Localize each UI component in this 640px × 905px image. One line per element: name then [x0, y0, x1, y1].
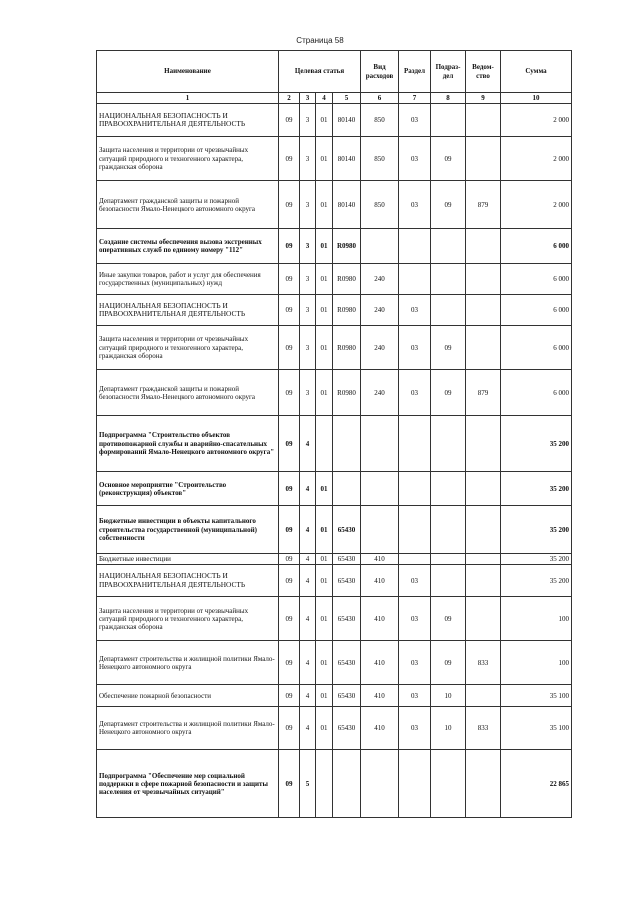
- department-cell: [466, 565, 501, 597]
- subsection-cell: 09: [431, 370, 466, 416]
- target-code-cell: 65430: [333, 506, 361, 554]
- row-name-cell: Иные закупки товаров, работ и услуг для обеспечения государственных (муниципальных) нужд: [97, 264, 279, 295]
- row-name-cell: Защита населения и территории от чрезвычайных ситуаций природного и техногенного характера, гражданская оборона: [97, 326, 279, 370]
- row-name-cell: Департамент строительства и жилищной политики Ямало-Ненецкого автономного округа: [97, 707, 279, 750]
- target-code-cell: 65430: [333, 685, 361, 707]
- target-part1-cell: 09: [279, 685, 300, 707]
- table-row: [97, 554, 572, 565]
- target-code-cell: R0980: [333, 229, 361, 264]
- section-cell: [399, 472, 431, 506]
- target-code-cell: 80140: [333, 181, 361, 229]
- section-cell: 03: [399, 295, 431, 326]
- target-part1-cell: 09: [279, 416, 300, 472]
- amount-cell: 35 200: [501, 416, 572, 472]
- column-number: 7: [399, 93, 431, 104]
- expense-type-cell: 850: [361, 104, 399, 137]
- row-name-cell: НАЦИОНАЛЬНАЯ БЕЗОПАСНОСТЬ И ПРАВООХРАНИТЕЛЬНАЯ ДЕЯТЕЛЬНОСТЬ: [97, 104, 279, 137]
- section-cell: 03: [399, 565, 431, 597]
- department-cell: [466, 264, 501, 295]
- subsection-cell: 09: [431, 597, 466, 641]
- department-cell: [466, 554, 501, 565]
- target-part3-cell: 01: [316, 104, 333, 137]
- amount-cell: 6 000: [501, 295, 572, 326]
- subsection-cell: 09: [431, 137, 466, 181]
- section-cell: [399, 554, 431, 565]
- target-part1-cell: 09: [279, 104, 300, 137]
- column-number: 9: [466, 93, 501, 104]
- department-cell: [466, 416, 501, 472]
- subsection-cell: 09: [431, 326, 466, 370]
- target-part3-cell: 01: [316, 506, 333, 554]
- row-name-cell: Бюджетные инвестиции в объекты капитального строительства государственной (муниципальной) собственности: [97, 506, 279, 554]
- amount-cell: 2 000: [501, 137, 572, 181]
- expense-type-cell: [361, 229, 399, 264]
- row-name-cell: Защита населения и территории от чрезвычайных ситуаций природного и техногенного характера, гражданская оборона: [97, 597, 279, 641]
- row-name-cell: Подпрограмма "Строительство объектов противопожарной службы и аварийно-спасательных формирований Ямало-Ненецкого автономного округа": [97, 416, 279, 472]
- table-row: [97, 104, 572, 137]
- table-row: [97, 472, 572, 506]
- expense-type-cell: 240: [361, 264, 399, 295]
- target-code-cell: [333, 472, 361, 506]
- target-part1-cell: 09: [279, 326, 300, 370]
- section-cell: 03: [399, 181, 431, 229]
- table-row: [97, 565, 572, 597]
- amount-cell: 35 200: [501, 554, 572, 565]
- target-part3-cell: [316, 416, 333, 472]
- row-name-cell: Создание системы обеспечения вызова экстренных оперативных служб по единому номеру "112": [97, 229, 279, 264]
- column-number-row: [97, 93, 572, 104]
- subsection-cell: [431, 416, 466, 472]
- header-section: Раздел: [399, 51, 431, 93]
- target-part2-cell: 3: [300, 104, 316, 137]
- target-part1-cell: 09: [279, 707, 300, 750]
- page-label: Страница 58: [296, 36, 344, 45]
- target-code-cell: R0980: [333, 264, 361, 295]
- target-code-cell: [333, 416, 361, 472]
- section-cell: 03: [399, 597, 431, 641]
- target-part1-cell: 09: [279, 597, 300, 641]
- row-name-cell: Защита населения и территории от чрезвычайных ситуаций природного и техногенного характера, гражданская оборона: [97, 137, 279, 181]
- amount-cell: 35 200: [501, 506, 572, 554]
- column-number: 2: [279, 93, 300, 104]
- row-name-cell: Основное мероприятие "Строительство (реконструкция) объектов": [97, 472, 279, 506]
- department-cell: 879: [466, 181, 501, 229]
- target-code-cell: 80140: [333, 137, 361, 181]
- row-name-cell: Обеспечение пожарной безопасности: [97, 685, 279, 707]
- amount-cell: 100: [501, 597, 572, 641]
- table-row: [97, 264, 572, 295]
- amount-cell: 2 000: [501, 181, 572, 229]
- target-part2-cell: 5: [300, 750, 316, 818]
- column-number: 3: [300, 93, 316, 104]
- subsection-cell: 10: [431, 685, 466, 707]
- target-code-cell: R0980: [333, 295, 361, 326]
- target-part2-cell: 3: [300, 181, 316, 229]
- section-cell: 03: [399, 370, 431, 416]
- table-row: [97, 137, 572, 181]
- target-part2-cell: 4: [300, 597, 316, 641]
- target-part2-cell: 3: [300, 370, 316, 416]
- target-code-cell: R0980: [333, 370, 361, 416]
- expense-type-cell: 410: [361, 707, 399, 750]
- target-part3-cell: 01: [316, 685, 333, 707]
- target-code-cell: 65430: [333, 554, 361, 565]
- target-code-cell: 65430: [333, 641, 361, 685]
- target-part2-cell: 4: [300, 641, 316, 685]
- department-cell: [466, 472, 501, 506]
- department-cell: 833: [466, 641, 501, 685]
- amount-cell: 6 000: [501, 264, 572, 295]
- row-name-cell: Департамент гражданской защиты и пожарной безопасности Ямало-Ненецкого автономного округа: [97, 370, 279, 416]
- subsection-cell: 10: [431, 707, 466, 750]
- table-row: [97, 181, 572, 229]
- target-part2-cell: 3: [300, 326, 316, 370]
- section-cell: 03: [399, 104, 431, 137]
- table-row: [97, 641, 572, 685]
- target-part1-cell: 09: [279, 565, 300, 597]
- target-code-cell: 65430: [333, 707, 361, 750]
- target-part2-cell: 3: [300, 295, 316, 326]
- subsection-cell: [431, 229, 466, 264]
- department-cell: 833: [466, 707, 501, 750]
- amount-cell: 35 200: [501, 472, 572, 506]
- header-department: Ведом-ство: [466, 51, 501, 93]
- table-row: [97, 295, 572, 326]
- department-cell: 879: [466, 370, 501, 416]
- expense-type-cell: 410: [361, 554, 399, 565]
- target-part1-cell: 09: [279, 264, 300, 295]
- column-number: 5: [333, 93, 361, 104]
- section-cell: [399, 229, 431, 264]
- target-part3-cell: 01: [316, 181, 333, 229]
- amount-cell: 22 865: [501, 750, 572, 818]
- department-cell: [466, 506, 501, 554]
- target-code-cell: [333, 750, 361, 818]
- section-cell: 03: [399, 326, 431, 370]
- department-cell: [466, 685, 501, 707]
- budget-table: [96, 50, 572, 818]
- amount-cell: 6 000: [501, 229, 572, 264]
- amount-cell: 35 100: [501, 707, 572, 750]
- target-part3-cell: 01: [316, 554, 333, 565]
- table-header-row: [97, 51, 572, 93]
- row-name-cell: Департамент строительства и жилищной политики Ямало-Ненецкого автономного округа: [97, 641, 279, 685]
- table-row: [97, 326, 572, 370]
- target-part3-cell: 01: [316, 264, 333, 295]
- expense-type-cell: 240: [361, 370, 399, 416]
- subsection-cell: [431, 554, 466, 565]
- target-part2-cell: 4: [300, 506, 316, 554]
- header-target: Целевая статья: [279, 51, 361, 93]
- target-part3-cell: 01: [316, 472, 333, 506]
- department-cell: [466, 229, 501, 264]
- target-part1-cell: 09: [279, 229, 300, 264]
- column-number: 10: [501, 93, 572, 104]
- subsection-cell: [431, 472, 466, 506]
- subsection-cell: [431, 264, 466, 295]
- target-part1-cell: 09: [279, 641, 300, 685]
- department-cell: [466, 326, 501, 370]
- expense-type-cell: 410: [361, 641, 399, 685]
- table-row: [97, 685, 572, 707]
- target-part3-cell: 01: [316, 137, 333, 181]
- subsection-cell: 09: [431, 181, 466, 229]
- header-subsection: Подраз-дел: [431, 51, 466, 93]
- expense-type-cell: [361, 416, 399, 472]
- target-part3-cell: 01: [316, 326, 333, 370]
- section-cell: 03: [399, 137, 431, 181]
- expense-type-cell: 240: [361, 326, 399, 370]
- subsection-cell: [431, 750, 466, 818]
- target-part2-cell: 3: [300, 229, 316, 264]
- header-amount: Сумма: [501, 51, 572, 93]
- target-part2-cell: 3: [300, 264, 316, 295]
- target-part3-cell: 01: [316, 641, 333, 685]
- target-part2-cell: 3: [300, 137, 316, 181]
- header-expense-type: Вид расходов: [361, 51, 399, 93]
- section-cell: [399, 264, 431, 295]
- section-cell: [399, 506, 431, 554]
- row-name-cell: Департамент гражданской защиты и пожарной безопасности Ямало-Ненецкого автономного округа: [97, 181, 279, 229]
- subsection-cell: [431, 104, 466, 137]
- section-cell: 03: [399, 685, 431, 707]
- table-body: [97, 104, 572, 818]
- table-row: [97, 750, 572, 818]
- subsection-cell: [431, 295, 466, 326]
- target-part2-cell: 4: [300, 707, 316, 750]
- amount-cell: 35 100: [501, 685, 572, 707]
- target-part1-cell: 09: [279, 295, 300, 326]
- row-name-cell: НАЦИОНАЛЬНАЯ БЕЗОПАСНОСТЬ И ПРАВООХРАНИТЕЛЬНАЯ ДЕЯТЕЛЬНОСТЬ: [97, 295, 279, 326]
- department-cell: [466, 104, 501, 137]
- column-number: 6: [361, 93, 399, 104]
- target-part3-cell: 01: [316, 597, 333, 641]
- table-row: [97, 597, 572, 641]
- row-name-cell: Бюджетные инвестиции: [97, 554, 279, 565]
- subsection-cell: [431, 506, 466, 554]
- department-cell: [466, 750, 501, 818]
- table-row: [97, 229, 572, 264]
- target-part1-cell: 09: [279, 472, 300, 506]
- target-part1-cell: 09: [279, 506, 300, 554]
- target-part1-cell: 09: [279, 750, 300, 818]
- subsection-cell: [431, 565, 466, 597]
- department-cell: [466, 137, 501, 181]
- target-code-cell: 80140: [333, 104, 361, 137]
- target-code-cell: 65430: [333, 597, 361, 641]
- target-part3-cell: [316, 750, 333, 818]
- target-code-cell: R0980: [333, 326, 361, 370]
- header-name: Наименование: [97, 51, 279, 93]
- expense-type-cell: 850: [361, 181, 399, 229]
- amount-cell: 6 000: [501, 370, 572, 416]
- target-part2-cell: 4: [300, 472, 316, 506]
- target-part3-cell: 01: [316, 707, 333, 750]
- target-part3-cell: 01: [316, 565, 333, 597]
- amount-cell: 6 000: [501, 326, 572, 370]
- table-row: [97, 370, 572, 416]
- column-number: 1: [97, 93, 279, 104]
- amount-cell: 100: [501, 641, 572, 685]
- table-row: [97, 506, 572, 554]
- target-code-cell: 65430: [333, 565, 361, 597]
- column-number: 8: [431, 93, 466, 104]
- expense-type-cell: 410: [361, 597, 399, 641]
- target-part3-cell: 01: [316, 295, 333, 326]
- target-part2-cell: 4: [300, 565, 316, 597]
- column-number: 4: [316, 93, 333, 104]
- expense-type-cell: 410: [361, 565, 399, 597]
- target-part1-cell: 09: [279, 181, 300, 229]
- expense-type-cell: 410: [361, 685, 399, 707]
- target-part3-cell: 01: [316, 229, 333, 264]
- table-row: [97, 416, 572, 472]
- section-cell: 03: [399, 641, 431, 685]
- target-part3-cell: 01: [316, 370, 333, 416]
- row-name-cell: НАЦИОНАЛЬНАЯ БЕЗОПАСНОСТЬ И ПРАВООХРАНИТЕЛЬНАЯ ДЕЯТЕЛЬНОСТЬ: [97, 565, 279, 597]
- expense-type-cell: [361, 472, 399, 506]
- row-name-cell: Подпрограмма "Обеспечение мер социальной поддержки в сфере пожарной безопасности и защиты населения от чрезвычайных ситуаций": [97, 750, 279, 818]
- subsection-cell: 09: [431, 641, 466, 685]
- target-part2-cell: 4: [300, 685, 316, 707]
- department-cell: [466, 597, 501, 641]
- expense-type-cell: [361, 750, 399, 818]
- table-row: [97, 707, 572, 750]
- target-part2-cell: 4: [300, 416, 316, 472]
- amount-cell: 2 000: [501, 104, 572, 137]
- section-cell: 03: [399, 707, 431, 750]
- target-part1-cell: 09: [279, 137, 300, 181]
- section-cell: [399, 416, 431, 472]
- expense-type-cell: 850: [361, 137, 399, 181]
- target-part2-cell: 4: [300, 554, 316, 565]
- amount-cell: 35 200: [501, 565, 572, 597]
- target-part1-cell: 09: [279, 554, 300, 565]
- expense-type-cell: 240: [361, 295, 399, 326]
- expense-type-cell: [361, 506, 399, 554]
- section-cell: [399, 750, 431, 818]
- target-part1-cell: 09: [279, 370, 300, 416]
- department-cell: [466, 295, 501, 326]
